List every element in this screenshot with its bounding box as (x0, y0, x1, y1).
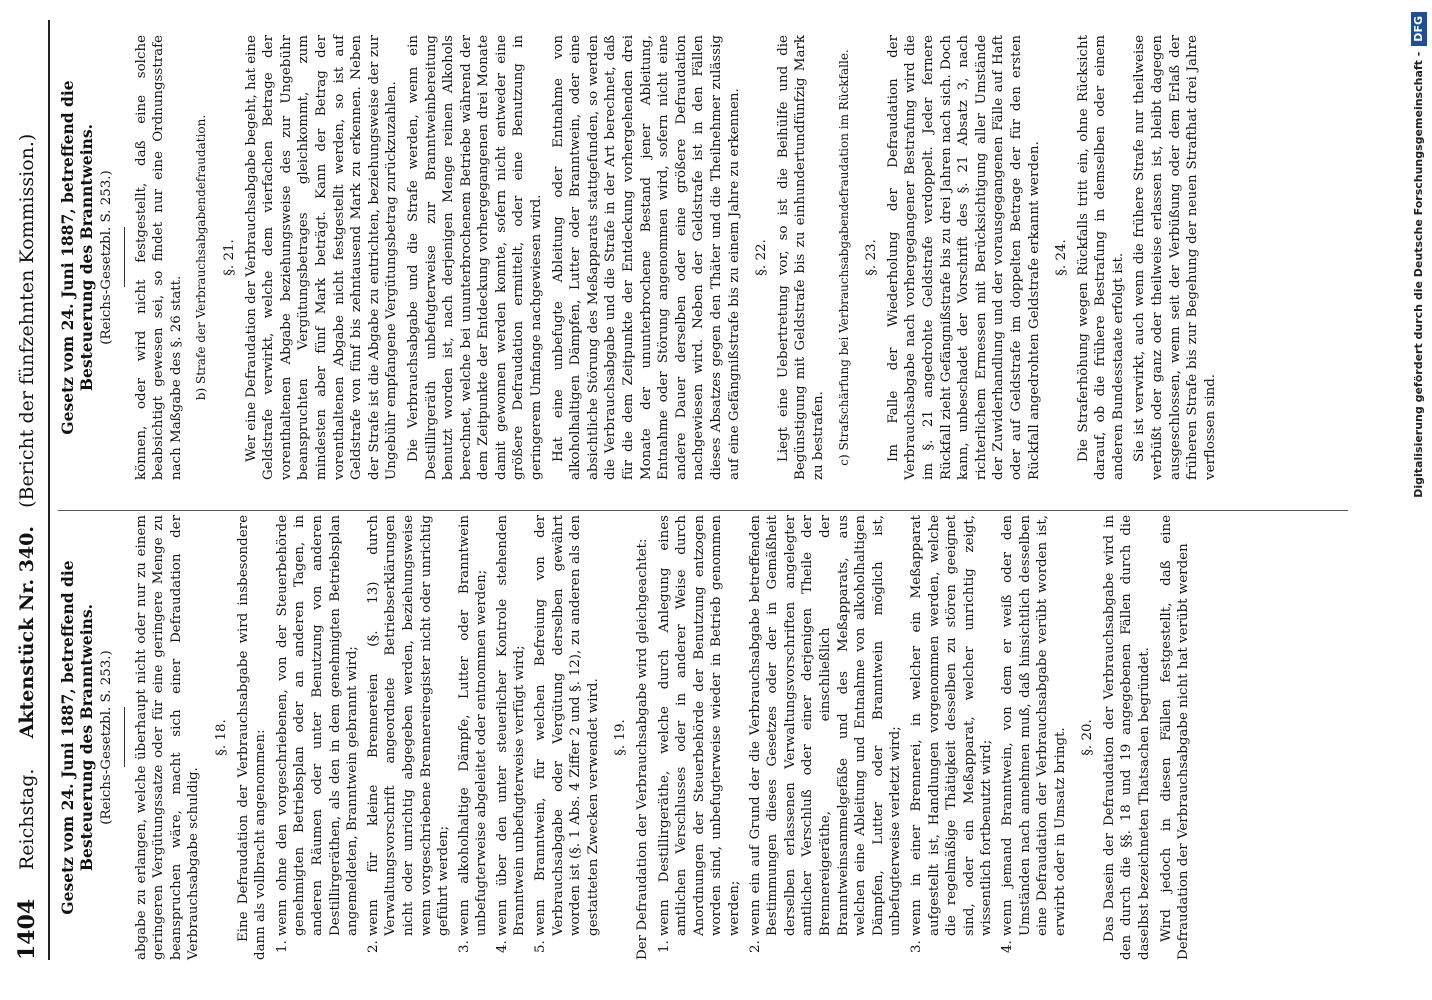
dfg-logo: DFG (1411, 12, 1427, 46)
list-item: 3. wenn alkoholhaltige Dämpfe, Lutter oder Branntwein unbefugterweise abgeleitet oder entnommen werden; (456, 515, 491, 936)
header-suffix: (Bericht der fünfzehnten Kommission.) (16, 133, 38, 508)
section-23-number: §. 23. (864, 239, 880, 276)
dfg-watermark (1406, 0, 1432, 1000)
law-subtitle-left: (Reichs-Gesetzbl. S. 253.) (99, 650, 114, 825)
page-number: 1404 (14, 898, 40, 960)
section-22-paragraph: Liegt eine Uebertretung vor, so ist die Beihülfe und die Begünstigung mit Geldstrafe bis zu einhundertundfünfzig Mark zu bestrafen. (775, 35, 826, 480)
subheading-c: c) Strafschärfung bei Verbrauchsabgabendefraudation im Rückfalle. (836, 49, 851, 466)
section-21-paragraph-3: Hat eine unbefugte Ableitung oder Entnahme von alkoholhaltigen Dämpfen, Lutter oder Branntwein, oder eine absichtliche Störung des Meßapparats stattgefunden, so werden die Verbrauchsabgabe und die Strafe in der Art berechnet, daß für die dem Zeitpunkte der Entdeckung vorhergehenden drei Monate der ununterbrochene Bestand jener Ableitung, Entnahme oder Störung angenommen wird, sofern nicht eine andere Dauer derselben oder eine größere Defraudation nachgewiesen wird. Neben der Geldstrafe ist in den Fällen dieses Absatzes gegen den Thäter und die Theilnehmer zulässig auf eine Gefängnißstrafe bis zu einem Jahre zu erkennen. (550, 35, 742, 480)
column-divider (58, 510, 1348, 511)
list-item: 4. wenn jemand Branntwein, von dem er weiß oder den Umständen nach annehmen muß, daß hinsichtlich desselben eine Defraudation der Verbrauchsabgabe verübt worden ist, erwirbt oder in Umsatz bringt. (999, 515, 1069, 936)
running-head (8, 134, 46, 870)
section-18-number: §. 18. (213, 719, 229, 756)
list-item: 3. wenn in einer Brennerei, in welcher ein Meßapparat aufgestellt ist, Handlungen vorgenommen werden, welche die regelmäßige Thätigkeit desselben zu stören geeignet sind, oder ein Meßapparat, welcher unrichtig zeigt, wissentlich fortbenutzt wird; (908, 515, 996, 936)
header-prefix: Reichstag. (16, 768, 38, 870)
title-rule-left (124, 708, 125, 768)
section-24-number: §. 24. (1054, 239, 1070, 276)
section-20-paragraph: Das Dasein der Defraudation der Verbrauchsabgabe wird in den durch die §§. 18 und 19 angegebenen Fällen durch die daselbst bezeichneten Thatsachen begründet. (1101, 515, 1153, 960)
watermark-text: Digitalisierung gefördert durch die Deutsche Forschungsgemeinschaft - (1412, 51, 1425, 498)
right-column (58, 35, 1223, 480)
subheading-b: b) Strafe der Verbrauchsabgabendefraudation. (194, 114, 209, 401)
running-header (8, 20, 50, 960)
section-18-intro: Eine Defraudation der Verbrauchsabgabe wird insbesondere dann als vollbracht angenommen: (235, 515, 269, 960)
section-21-paragraph-1: Wer eine Defraudation der Verbrauchsabgabe begeht, hat eine Geldstrafe verwirkt, welche dem vierfachen Betrage der vorenthaltenen Abgabe beziehungsweise des zur Ungebühr beanspruchten Vergütungsbetrages gleichkommt, zum mindesten aber fünf Mark beträgt. Kann der Betrag der vorenthaltenen Abgabe nicht festgestellt werden, so ist auf Geldstrafe von fünf bis zehntausend Mark zu erkennen. Neben der Strafe ist die Abgabe zu entrichten, beziehungsweise der zur Ungebühr empfangene Vergütungsbetrag zurückzuzahlen. (243, 35, 400, 480)
list-item: 2. wenn für kleine Brennereien (§. 13) durch Verwaltungsvorschrift angeordnete Betriebserklärungen nicht oder unrichtig abgegeben werden, beziehungsweise wenn vorgeschriebene Brennereiregister nicht oder unrichtig geführt werden; (365, 515, 453, 936)
section-21-paragraph-2: Die Verbrauchsabgabe und die Strafe werden, wenn ein Destillirgeräth unbefugterweise zur Branntweinbereitung benutzt worden ist, nach derjenigen Menge reinen Alkohols berechnet, welche bei ununterbrochenem Betriebe während der dem Zeitpunkte der Entdeckung vorhergegangenen drei Monate damit gewonnen werden konnte, sofern nicht entweder eine größere Defraudation ermittelt, oder eine Benutzung in geringerem Umfange nachgewiesen wird. (405, 35, 545, 480)
section-23-paragraph: Im Falle der Wiederholung der Defraudation der Verbrauchsabgabe nach vorhergegangener Bestrafung wird die im §. 21 angedrohte Geldstrafe verdoppelt. Jeder fernere Rückfall zieht Gefängnißstrafe bis zu drei Jahren nach sich. Doch kann, unbeschadet der Vorschrift des §. 21 Absatz 3, nach richterlichem Ermessen mit Berücksichtigung aller Umstände der Zuwiderhandlung und der vorausgegangenen Fälle auf Haft oder auf Geldstrafe im doppelten Betrage der für den ersten Rückfall angedrohten Geldstrafe erkannt werden. (885, 35, 1042, 480)
section-21-number: §. 21. (221, 239, 237, 276)
intro-paragraph-left: abgabe zu erlangen, welche überhaupt nicht oder nur zu einem geringeren Vergütungssatze oder für eine geringere Menge zu beanspruchen wäre, macht sich einer Defraudation der Verbrauchsabgabe schuldig. (133, 515, 202, 960)
law-subtitle-right: (Reichs-Gesetzbl. S. 253.) (99, 170, 114, 345)
title-rule-right (124, 228, 125, 288)
section-24-paragraph-1: Die Straferhöhung wegen Rückfalls tritt ein, ohne Rücksicht darauf, ob die frühere Bestrafung in demselben oder einem anderen Bundesstaate erfolgt ist. (1075, 35, 1126, 480)
law-title-right: Gesetz vom 24. Juni 1887, betreffend die Besteuerung des Branntweins. (58, 80, 96, 435)
section-18-list (274, 515, 603, 960)
intro-paragraph-right: können, oder wird nicht festgestellt, daß eine solche beabsichtigt gewesen sei, so findet nur eine Ordnungsstrafe nach Maßgabe des §. 26 statt. (133, 35, 184, 480)
list-item: 5. wenn Branntwein, für welchen Befreiung von der Verbrauchsabgabe oder Vergütung derselben gewährt worden ist (§. 1 Abs. 4 Ziffer 2 und §. 12), zu anderen als den gestatteten Zwecken verwendet wird. (532, 515, 602, 936)
section-22-number: §. 22. (754, 239, 770, 276)
section-19-intro: Der Defraudation der Verbrauchsabgabe wird gleichgeachtet: (635, 538, 651, 960)
left-column (58, 515, 1197, 960)
section-20-paragraph-2: Wird jedoch in diesen Fällen festgestellt, daß eine Defraudation der Verbrauchsabgabe nicht hat verübt werden (1158, 515, 1192, 960)
list-item: 2. wenn ein auf Grund der die Verbrauchsabgabe betreffenden Bestimmungen dieses Gesetzes oder der in Gemäßheit derselben erlassenen Verwaltungsvorschriften angelegter amtlicher Verschluß oder einer derjenigen Theile der Brennereigeräthe, einschließlich der Branntweinsammelgefäße und des Meßapparats, aus welchen eine Ableitung und Entnahme von alkoholhaltigen Dämpfen, Lutter oder Branntwein möglich ist, unbefugterweise verletzt wird; (747, 515, 905, 936)
header-akten: Aktenstück Nr. 340. (16, 526, 38, 739)
section-24-paragraph-2: Sie ist verwirkt, auch wenn die frühere Strafe nur theilweise verbüßt oder ganz oder theilweise erlassen ist, bleibt dagegen ausgeschlossen, wenn seit der Verbüßung oder dem Erlaß der früheren Strafe bis zur Begehung der neuen Strafthat drei Jahre verflossen sind. (1132, 35, 1218, 480)
list-item: 1. wenn ohne den vorgeschriebenen, von der Steuerbehörde genehmigten Betriebsplan oder an anderen Tagen, in anderen Räumen oder unter Benutzung von anderen Destillirgeräthen, als den in dem genehmigten Betriebsplan angemeldeten, Branntwein gebrannt wird; (274, 515, 362, 936)
list-item: 1. wenn Destillirgeräthe, welche durch Anlegung eines amtlichen Verschlusses oder in anderer Weise durch Anordnungen der Steuerbehörde der Benutzung entzogen worden sind, unbefugterweise wieder in Betrieb genommen werden; (656, 515, 744, 936)
law-title-left: Gesetz vom 24. Juni 1887, betreffend die Besteuerung des Branntweins. (58, 560, 96, 915)
section-19-number: §. 19. (613, 719, 629, 756)
section-20-number: §. 20. (1080, 719, 1096, 756)
list-item: 4. wenn über den unter steuerlicher Kontrole stehenden Branntwein unbefugterweise verfügt wird; (494, 515, 529, 936)
section-19-list (656, 515, 1070, 960)
